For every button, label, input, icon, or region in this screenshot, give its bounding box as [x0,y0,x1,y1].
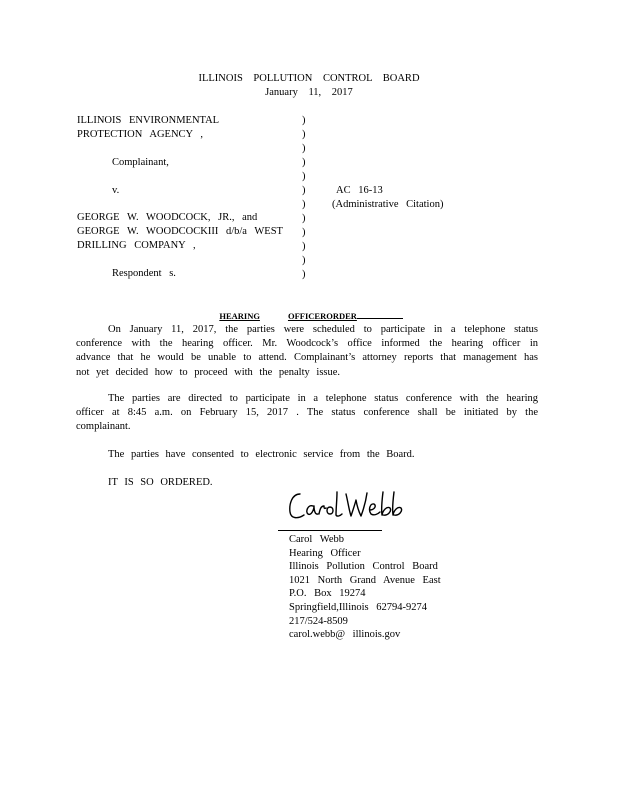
signer-name: Carol Webb [289,534,344,545]
signature-block [289,533,441,642]
paragraph-4: IT IS SO ORDERED. [108,477,213,488]
paren: ) [302,129,306,140]
respondent-line1: GEORGE W. WOODCOCK, JR., and [77,212,258,223]
paren: ) [302,143,306,154]
paren: ) [302,227,306,238]
signer-city-state-zip: Springfield,Illinois 62794-9274 [289,601,427,613]
signer-address: 1021 North Grand Avenue East [289,574,441,586]
complainant-name-line1: ILLINOIS ENVIRONMENTAL [77,115,220,126]
case-number: AC 16-13 [336,185,383,196]
respondent-line3: DRILLING COMPANY , [77,240,196,251]
complainant-label: Complainant, [112,157,169,168]
paren: ) [302,213,306,224]
signer-po-box: P.O. Box 19274 [289,588,366,600]
caption-divider [302,114,307,298]
respondent-label: Respondent s. [112,268,176,279]
title-underline [357,309,403,319]
complainant-name-line2: PROTECTION AGENCY , [77,129,203,140]
paragraph-3: The parties have consented to electronic service from the Board. [108,449,415,460]
paragraph-1: On January 11, 2017, the parties were scheduled to participate in a telephone status conference with the hearing officer. Mr. Woodcock’s office informed the hearing officer in advance that he would be unable to attend. Complainant’s attorney reports that management has not yet decided how to proceed with the penalty issue. [76,324,538,378]
signer-role: Hearing Officer [289,547,361,559]
order-title-word1: HEARING [219,311,260,322]
signer-phone: 217/524-8509 [289,615,348,627]
board-name: ILLINOIS POLLUTION CONTROL BOARD [198,73,420,84]
order-title-word2: OFFICERORDER [287,311,357,322]
paren: ) [302,157,306,168]
paren: ) [302,199,306,210]
signature-line [278,530,382,531]
paren: ) [302,185,306,196]
case-type: (Administrative Citation) [332,199,444,210]
paren: ) [302,115,306,126]
signer-organization: Illinois Pollution Control Board [289,561,438,573]
order-title [0,298,618,323]
signer-email[interactable]: carol.webb@ illinois.gov [289,629,401,641]
order-date: January 11, 2017 [265,87,353,98]
versus-label: v. [112,185,120,196]
paren: ) [302,255,306,266]
handwritten-signature [286,488,416,526]
paragraph-2: The parties are directed to participate in a telephone status conference with the hearing officer at 8:45 a.m. on February 15, 2017 . The status conference shall be initiated by the complainant. [76,393,538,433]
paren: ) [302,241,306,252]
paren: ) [302,269,306,280]
paren: ) [302,171,306,182]
respondent-line2: GEORGE W. WOODCOCKIII d/b/a WEST [77,226,283,237]
